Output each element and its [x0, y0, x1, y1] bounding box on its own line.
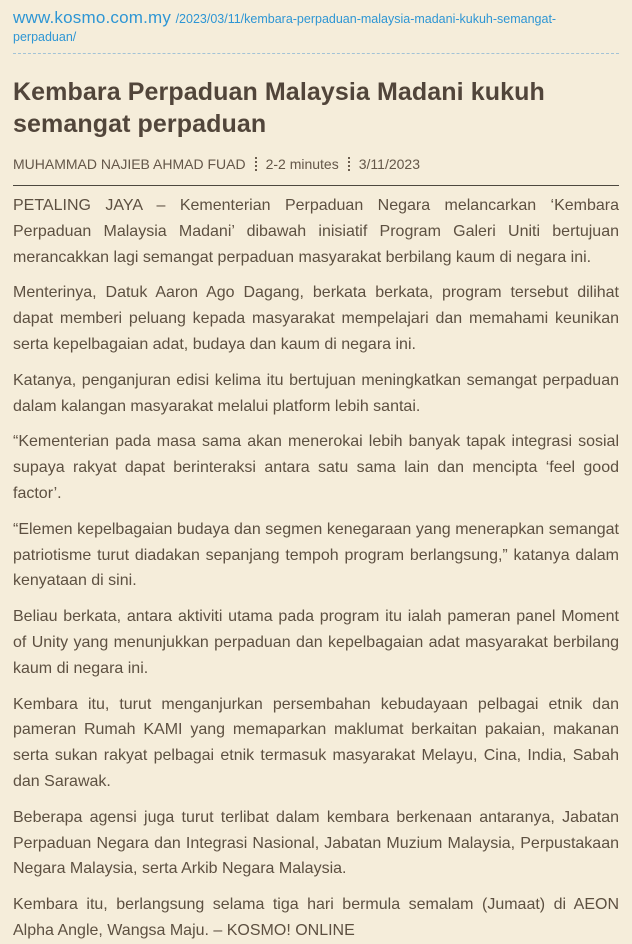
article-paragraph: Kembara itu, turut menganjurkan persembahan kebudayaan pelbagai etnik dan pameran Rumah KAMI yang memaparkan maklumat berkaitan pakaian, makanan serta sukan rakyat pelbagai etnik termasuk masyarakat Melayu, Cina, India, Sabah dan Sarawak.: [13, 695, 619, 790]
dotted-separator: [348, 157, 350, 171]
byline-reading-time: 2-2 minutes: [265, 156, 339, 172]
source-url-link[interactable]: [13, 10, 556, 45]
byline-author: MUHAMMAD NAJIEB AHMAD FUAD: [13, 156, 246, 172]
article-body: [13, 193, 619, 944]
article-paragraph: Beliau berkata, antara aktiviti utama pada program itu ialah pameran panel Moment of Unity yang menunjukkan perpaduan dan kepelbagaian adat masyarakat berbilang kaum di negara ini.: [13, 608, 619, 677]
article-paragraph: Kembara itu, berlangsung selama tiga hari bermula semalam (Jumaat) di AEON Alpha Angle, Wangsa Maju. – KOSMO! ONLINE: [13, 896, 619, 939]
article-paragraph: “Kementerian pada masa sama akan menerokai lebih banyak tapak integrasi sosial supaya rakyat dapat berinteraksi antara satu sama lain dan mencipta ‘feel good factor’.: [13, 433, 619, 502]
article-paragraph: “Elemen kepelbagaian budaya dan segmen kenegaraan yang menerapkan semangat patriotisme turut diadakan sepanjang tempoh program berlangsung,” katanya dalam kenyataan di sini.: [13, 520, 619, 590]
source-header: [13, 8, 619, 54]
source-domain[interactable]: www.kosmo.com.my: [13, 8, 172, 27]
byline: [13, 156, 619, 172]
article-paragraph: PETALING JAYA – Kementerian Perpaduan Negara melancarkan ‘Kembara Perpaduan Malaysia Madani’ dibawah inisiatif Program Galeri Uniti bertujuan merancakkan lagi semangat perpaduan masyarakat berbilang kaum di negara ini.: [13, 197, 619, 266]
article-paragraph: Menterinya, Datuk Aaron Ago Dagang, berkata berkata, program tersebut dilihat dapat memberi peluang kepada masyarakat mempelajari dan memahami keunikan serta kepelbagaian adat, budaya dan kaum di negara ini.: [13, 284, 619, 353]
divider: [13, 185, 619, 186]
byline-date: 3/11/2023: [358, 156, 420, 172]
dotted-separator: [255, 157, 257, 171]
article-paragraph: Beberapa agensi juga turut terlibat dalam kembara berkenaan antaranya, Jabatan Perpaduan Negara dan Integrasi Nasional, Jabatan Muzium Malaysia, Perpustakaan Negara Malaysia, serta Arkib Negara Malaysia.: [13, 808, 619, 878]
source-path[interactable]: /2023/03/11/kembara-perpaduan-malaysia-madani-kukuh-semangat-perpaduan/: [13, 12, 557, 44]
article-title: Kembara Perpaduan Malaysia Madani kukuh semangat perpaduan: [13, 78, 545, 138]
article-paragraph: Katanya, penganjuran edisi kelima itu bertujuan meningkatkan semangat perpaduan dalam kalangan masyarakat melalui platform lebih santai.: [13, 371, 619, 415]
